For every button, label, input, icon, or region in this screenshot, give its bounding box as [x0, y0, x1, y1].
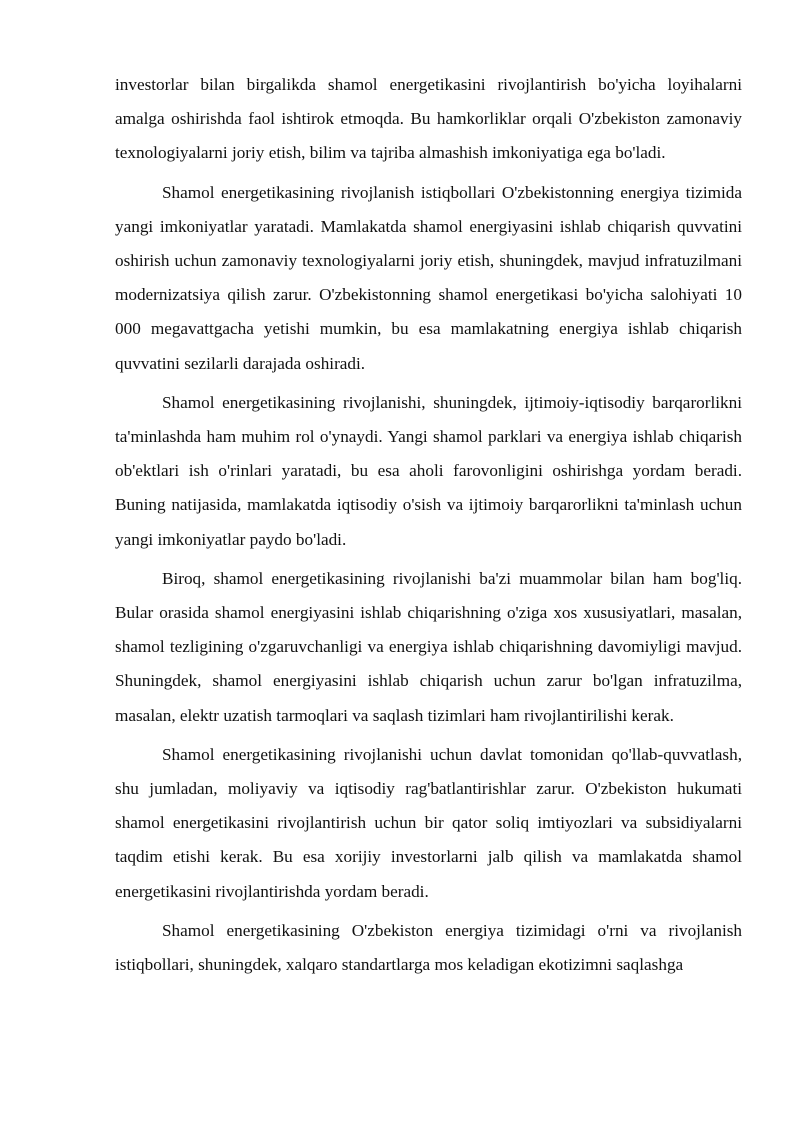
paragraph-role-ecosystem: Shamol energetikasining O'zbekiston energiya tizimidagi o'rni va rivojlanish istiqbollari, shuningdek, xalqaro standartlarga mos keladigan ekotizimni saqlashga	[115, 920, 742, 975]
paragraph-state-support: Shamol energetikasining rivojlanishi uchun davlat tomonidan qo'llab-quvvatlash, shu jumladan, moliyaviy va iqtisodiy rag'batlantirishlar zarur. O'zbekiston hukumati shamol energetikasini rivojlantirish uchun bir qator soliq imtiyozlari va subsidiyalarni taqdim etishi kerak. Bu esa xorijiy investorlarni jalb qilish va mamlakatda shamol energetikasini rivojlantirishda yordam beradi.	[115, 744, 742, 901]
document-page	[115, 68, 742, 987]
paragraph-prospects: Shamol energetikasining rivojlanish istiqbollari O'zbekistonning energiya tizimida yangi imkoniyatlar yaratadi. Mamlakatda shamol energiyasini ishlab chiqarish quvvatini oshirish uchun zamonaviy texnologiyalarni joriy etish, shuningdek, mavjud infratuzilmani modernizatsiya qilish zarur. O'zbekistonning shamol energetikasi bo'yicha salohiyati 10 000 megavattgacha yetishi mumkin, bu esa mamlakatning energiya ishlab chiqarish quvvatini sezilarli darajada oshiradi.	[115, 182, 742, 373]
paragraph-challenges: Biroq, shamol energetikasining rivojlanishi ba'zi muammolar bilan ham bog'liq. Bular orasida shamol energiyasini ishlab chiqarishning o'ziga xos xususiyatlari, masalan, shamol tezligining o'zgaruvchanligi va energiya ishlab chiqarishning davomiyligi mavjud. Shuningdek, shamol energiyasini ishlab chiqarish uchun zarur bo'lgan infratuzilma, masalan, elektr uzatish tarmoqlari va saqlash tizimlari ham rivojlantirilishi kerak.	[115, 568, 742, 725]
paragraph-socioeconomic: Shamol energetikasining rivojlanishi, shuningdek, ijtimoiy-iqtisodiy barqarorlikni ta'minlashda ham muhim rol o'ynaydi. Yangi shamol parklari va energiya ishlab chiqarish ob'ektlari ish o'rinlari yaratadi, bu esa aholi farovonligini oshirishga yordam beradi. Buning natijasida, mamlakatda iqtisodiy o'sish va ijtimoiy barqarorlikni ta'minlash uchun yangi imkoniyatlar paydo bo'ladi.	[115, 392, 742, 549]
paragraph-continuation: investorlar bilan birgalikda shamol energetikasini rivojlantirish bo'yicha loyihalarni amalga oshirishda faol ishtirok etmoqda. Bu hamkorliklar orqali O'zbekiston zamonaviy texnologiyalarni joriy etish, bilim va tajriba almashish imkoniyatiga ega bo'ladi.	[115, 75, 742, 163]
